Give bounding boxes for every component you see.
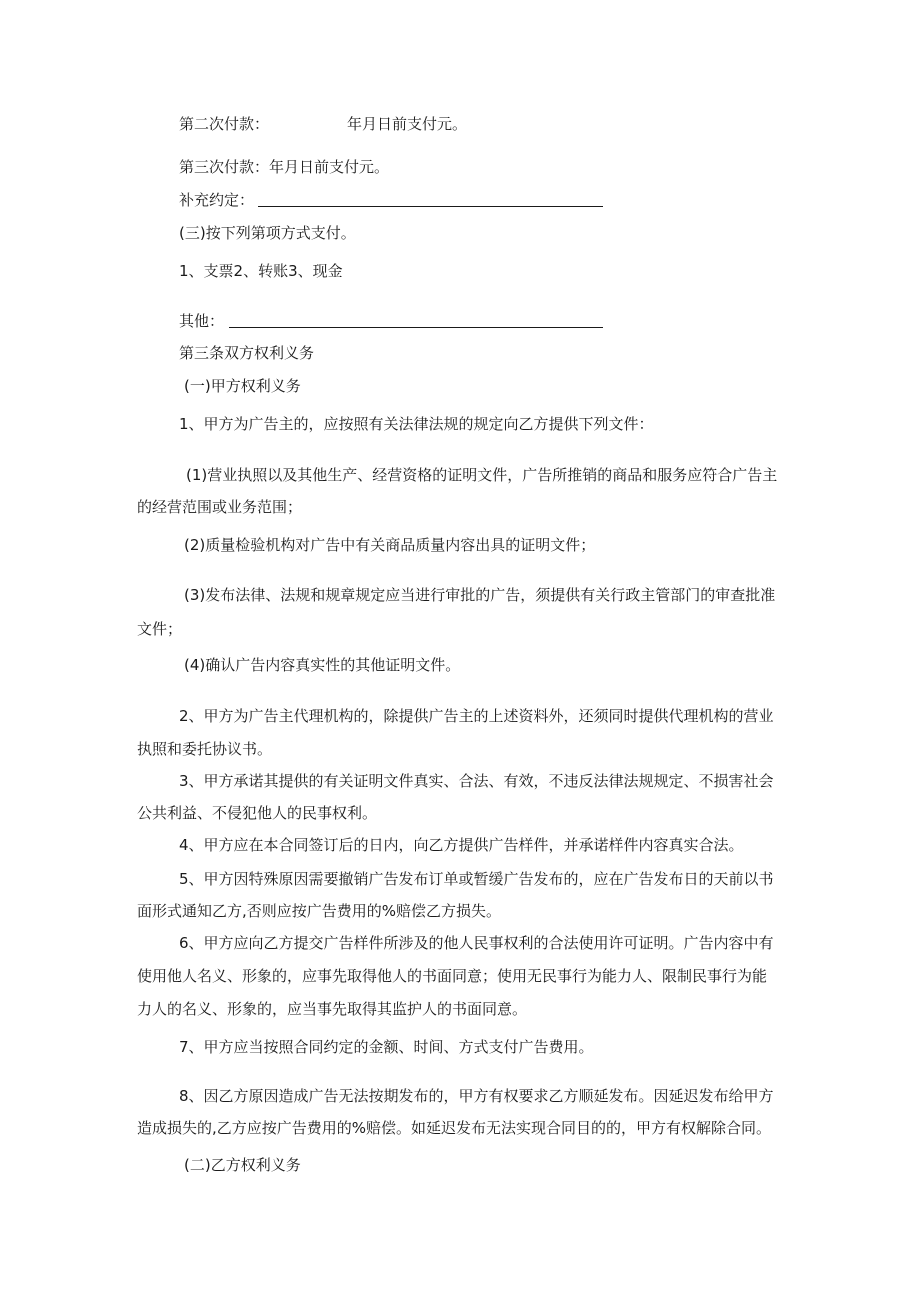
supplement-blank <box>258 192 603 207</box>
clause-a2: 2、甲方为广告主代理机构的，除提供广告主的上述资料外，还须同时提供代理机构的营业 <box>179 707 774 725</box>
payment-third: 第三次付款：年月日前支付元。 <box>179 158 390 176</box>
clause-a6-cont1: 使用他人名义、形象的，应事先取得他人的书面同意；使用无民事行为能力人、限制民事行为能 <box>137 967 768 985</box>
clause-a1: 1、甲方为广告主的，应按照有关法律法规的规定向乙方提供下列文件： <box>179 415 654 433</box>
other-blank <box>229 313 603 328</box>
clause-a1-item1: (1)营业执照以及其他生产、经营资格的证明文件，广告所推销的商品和服务应符合广告主 <box>186 466 778 484</box>
clause-a7: 7、甲方应当按照合同约定的金额、时间、方式支付广告费用。 <box>179 1038 594 1056</box>
clause-a3-cont: 公共利益、不侵犯他人的民事权利。 <box>137 804 378 822</box>
clause-a1-item3: (3)发布法律、法规和规章规定应当进行审批的广告，须提供有关行政主管部门的审查批准 <box>184 586 776 604</box>
clause-a2-cont: 执照和委托协议书。 <box>137 740 273 758</box>
supplement-label: 补充约定： <box>179 191 255 209</box>
clause-a6-cont2: 力人的名义、形象的，应当事先取得其监护人的书面同意。 <box>137 1000 528 1018</box>
clause-a3: 3、甲方承诺其提供的有关证明文件真实、合法、有效，不违反法律法规规定、不损害社会 <box>179 772 774 790</box>
payment-options: 1、支票2、转账3、现金 <box>179 262 343 280</box>
clause-a1-item1-cont: 的经营范围或业务范围； <box>137 498 303 516</box>
other-label: 其他： <box>179 312 225 330</box>
payment-second-label: 第二次付款： <box>179 115 270 133</box>
payment-second-date: 年月日前支付元。 <box>347 115 468 133</box>
clause-a1-item4: (4)确认广告内容真实性的其他证明文件。 <box>184 656 461 674</box>
clause-a8: 8、因乙方原因造成广告无法按期发布的，甲方有权要求乙方顺延发布。因延迟发布给甲方 <box>179 1087 774 1105</box>
clause-a4: 4、甲方应在本合同签订后的日内，向乙方提供广告样件，并承诺样件内容真实合法。 <box>179 836 744 854</box>
clause-a1-item3-cont: 文件； <box>137 620 183 638</box>
clause-a6: 6、甲方应向乙方提交广告样件所涉及的他人民事权利的合法使用许可证明。广告内容中有 <box>179 934 774 952</box>
party-b-heading: (二)乙方权利义务 <box>184 1156 301 1174</box>
party-a-heading: (一)甲方权利义务 <box>184 377 301 395</box>
clause-a5: 5、甲方因特殊原因需要撤销广告发布订单或暂缓广告发布的，应在广告发布日的天前以书 <box>179 870 774 888</box>
clause-a8-cont: 造成损失的,乙方应按广告费用的%赔偿。如延迟发布无法实现合同目的的，甲方有权解除合同。 <box>137 1119 772 1137</box>
clause-a1-item2: (2)质量检验机构对广告中有关商品质量内容出具的证明文件； <box>184 536 596 554</box>
payment-method-clause: (三)按下列第项方式支付。 <box>179 224 356 242</box>
clause-a5-cont: 面形式通知乙方,否则应按广告费用的%赔偿乙方损失。 <box>137 902 502 920</box>
article-three-heading: 第三条双方权利义务 <box>179 344 315 362</box>
